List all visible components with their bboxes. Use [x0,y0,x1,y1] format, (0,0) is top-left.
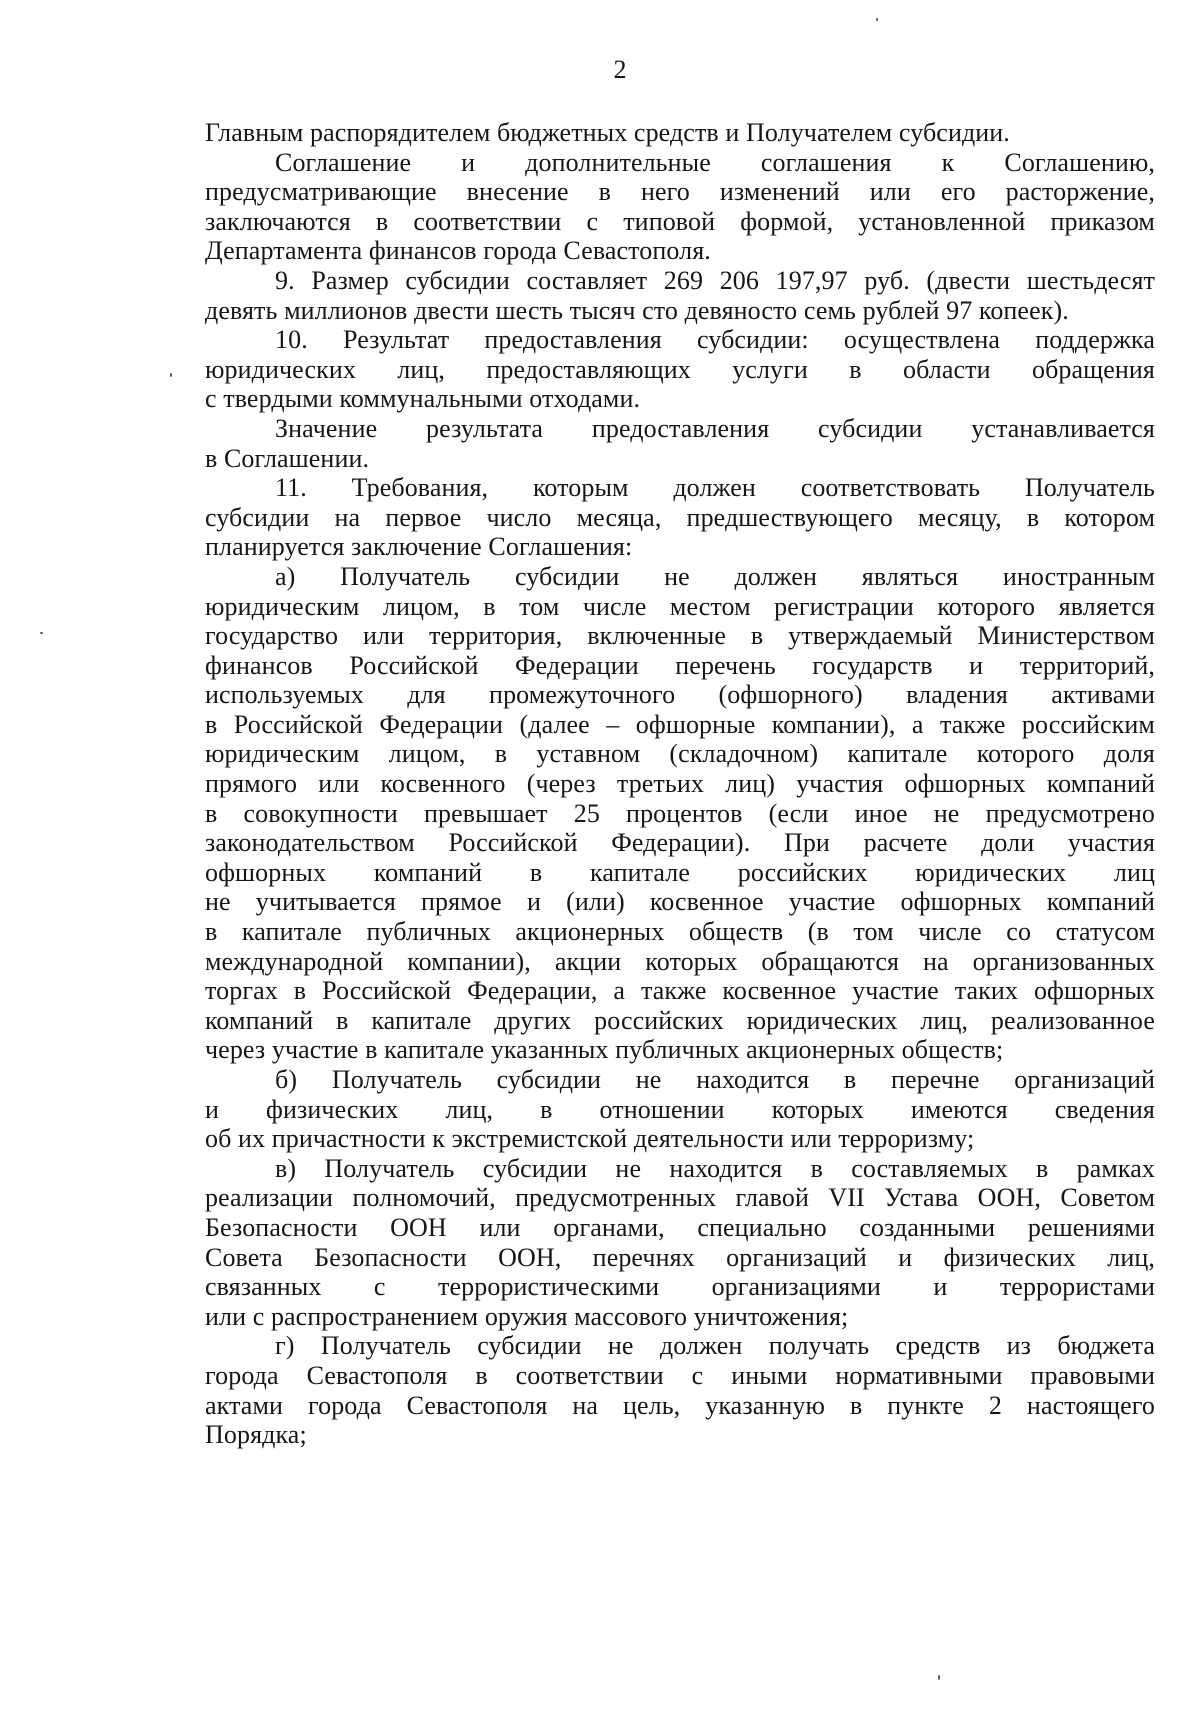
text-line: используемых для промежуточного (офшорного) владения активами [205,680,1155,710]
text-line: не учитывается прямое и (или) косвенное участие офшорных компаний [205,887,1155,917]
text-line: а) Получатель субсидии не должен являться иностранным [275,561,1155,591]
text-line: Совета Безопасности ООН, перечнях организаций и физических лиц, [205,1242,1155,1272]
text-line: международной компании), акции которых обращаются на организованных [205,946,1155,976]
text-line: компаний в капитале других российских юридических лиц, реализованное [205,1005,1155,1035]
text-line: 10. Результат предоставления субсидии: осуществлена поддержка [275,325,1155,355]
document-body [205,118,1155,1450]
text-line: Безопасности ООН или органами, специально созданными решениями [205,1212,1155,1242]
text-line: Порядка; [205,1420,307,1450]
text-line: предусматривающие внесение в него изменений или его расторжение, [205,177,1155,207]
text-line: в капитале публичных акционерных обществ (в том числе со статусом [205,917,1155,947]
text-line: реализации полномочий, предусмотренных главой VII Устава ООН, Советом [205,1183,1155,1213]
text-line: планируется заключение Соглашения: [205,532,633,562]
text-line: Главным распорядителем бюджетных средств и Получателем субсидии. [205,118,1010,147]
text-line: связанных с террористическими организациями и террористами [205,1272,1155,1302]
text-line: торгах в Российской Федерации, а также косвенное участие таких офшорных [205,976,1155,1006]
text-line: города Севастополя в соответствии с иными нормативными правовыми [205,1360,1155,1390]
text-line: государство или территория, включенные в утверждаемый Министерством [205,621,1155,651]
page-number: 2 [613,55,627,84]
text-line: и физических лиц, в отношении которых имеются сведения [205,1094,1155,1124]
text-line: Соглашение и дополнительные соглашения к Соглашению, [275,147,1155,177]
text-line: юридическим лицом, в том числе местом регистрации которого является [205,591,1155,621]
text-line: прямого или косвенного (через третьих лиц) участия офшорных компаний [205,769,1155,799]
text-line: офшорных компаний в капитале российских юридических лиц [205,857,1155,887]
text-line: Значение результата предоставления субсидии устанавливается [275,413,1155,443]
scan-speck [40,632,43,634]
text-line: юридических лиц, предоставляющих услуги в области обращения [205,354,1155,384]
text-line: в Российской Федерации (далее – офшорные компании), а также российским [205,709,1155,739]
text-line: в) Получатель субсидии не находится в составляемых в рамках [275,1153,1155,1183]
text-line: г) Получатель субсидии не должен получать средств из бюджета [275,1331,1155,1361]
text-line: или с распространением оружия массового уничтожения; [205,1301,849,1331]
text-line: субсидии на первое число месяца, предшествующего месяцу, в котором [205,502,1155,532]
text-line: 9. Размер субсидии составляет 269 206 197,97 руб. (двести шестьдесят [275,265,1155,295]
text-line: с твердыми коммунальными отходами. [205,384,641,414]
text-line: через участие в капитале указанных публичных акционерных обществ; [205,1035,1004,1065]
text-line: законодательством Российской Федерации). При расчете доли участия [205,828,1155,858]
text-line: в совокупности превышает 25 процентов (если иное не предусмотрено [205,798,1155,828]
text-line: 11. Требования, которым должен соответствовать Получатель [275,473,1155,503]
scan-speck [170,373,172,377]
text-line: в Соглашении. [205,443,370,473]
scan-speck [876,18,878,21]
text-line: б) Получатель субсидии не находится в перечне организаций [275,1065,1155,1094]
text-line: об их причастности к экстремистской деятельности или терроризму; [205,1124,975,1154]
text-line: юридическим лицом, в уставном (складочном) капитале которого доля [205,739,1155,769]
text-line: актами города Севастополя на цель, указанную в пункте 2 настоящего [205,1390,1155,1420]
text-line: девять миллионов двести шесть тысяч сто девяносто семь рублей 97 копеек). [205,295,1069,325]
scan-speck [938,1675,940,1680]
text-line: Департамента финансов города Севастополя. [205,236,711,266]
text-line: заключаются в соответствии с типовой формой, установленной приказом [205,206,1155,236]
text-line: финансов Российской Федерации перечень государств и территорий, [205,650,1155,680]
